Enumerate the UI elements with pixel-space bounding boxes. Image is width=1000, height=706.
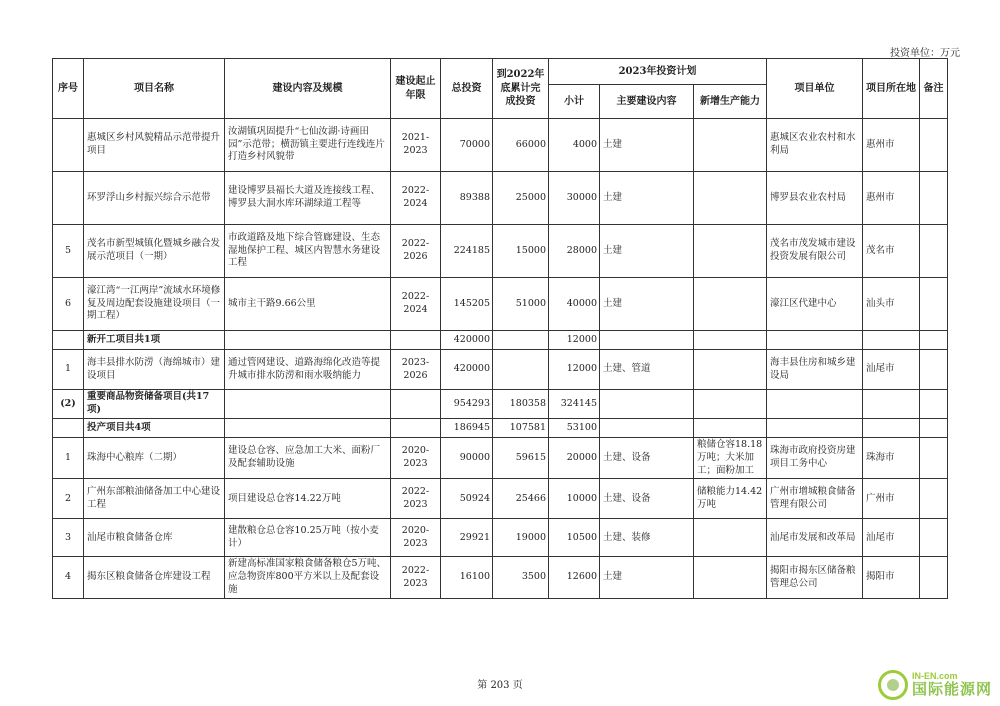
cell-done: 66000 — [493, 119, 549, 172]
table-subtotal-row — [53, 390, 948, 419]
cell-main-content: 土建 — [600, 172, 694, 225]
cell-seq: (2) — [53, 390, 84, 419]
cell-period: 2022-2024 — [391, 172, 441, 225]
header-period: 建设起止年限 — [391, 59, 441, 119]
cell-subtotal: 30000 — [549, 172, 600, 225]
cell-period — [391, 390, 441, 419]
cell-location — [863, 390, 920, 419]
table-subtotal-row — [53, 419, 948, 438]
cell-done: 25000 — [493, 172, 549, 225]
logo-icon — [878, 670, 908, 700]
cell-location: 惠州市 — [863, 119, 920, 172]
table-row — [53, 557, 948, 598]
cell-done: 107581 — [493, 419, 549, 438]
cell-main-content: 土建、装修 — [600, 519, 694, 557]
cell-done — [493, 350, 549, 390]
cell-seq: 1 — [53, 350, 84, 390]
cell-content: 通过管网建设、道路海绵化改造等提升城市排水防涝和雨水吸纳能力 — [225, 350, 391, 390]
cell-content: 建设博罗县福长大道及连接线工程、博罗县大洞水库环湖绿道工程等 — [225, 172, 391, 225]
cell-capacity: 储粮能力14.42万吨 — [694, 479, 767, 519]
cell-capacity — [694, 119, 767, 172]
cell-unit: 海丰县住房和城乡建设局 — [767, 350, 863, 390]
cell-unit: 广州市增城粮食储备管理有限公司 — [767, 479, 863, 519]
cell-done: 59615 — [493, 438, 549, 479]
cell-total: 186945 — [441, 419, 493, 438]
header-remark: 备注 — [920, 59, 948, 119]
cell-main-content: 土建 — [600, 119, 694, 172]
cell-capacity: 粮储仓容18.18万吨；大米加工；面粉加工 — [694, 438, 767, 479]
table-row — [53, 479, 948, 519]
cell-main-content: 土建、设备 — [600, 479, 694, 519]
header-name: 项目名称 — [84, 59, 225, 119]
cell-period — [391, 419, 441, 438]
cell-name: 珠海中心粮库（二期） — [84, 438, 225, 479]
cell-total: 89388 — [441, 172, 493, 225]
cell-capacity — [694, 350, 767, 390]
cell-seq: 3 — [53, 519, 84, 557]
cell-location: 汕头市 — [863, 278, 920, 331]
cell-name: 环罗浮山乡村振兴综合示范带 — [84, 172, 225, 225]
cell-name: 濠江湾“一江两岸”流域水环境修复及周边配套设施建设项目（一期工程） — [84, 278, 225, 331]
cell-done: 51000 — [493, 278, 549, 331]
cell-period: 2020-2023 — [391, 519, 441, 557]
header-content: 建设内容及规模 — [225, 59, 391, 119]
cell-unit: 濠江区代建中心 — [767, 278, 863, 331]
cell-seq: 4 — [53, 557, 84, 598]
cell-capacity — [694, 172, 767, 225]
cell-done: 19000 — [493, 519, 549, 557]
cell-unit — [767, 419, 863, 438]
cell-total: 420000 — [441, 350, 493, 390]
cell-content: 建设总仓容、应急加工大米、面粉厂及配套辅助设施 — [225, 438, 391, 479]
cell-main-content — [600, 419, 694, 438]
cell-remark — [920, 519, 948, 557]
cell-name: 广州东部粮油储备加工中心建设工程 — [84, 479, 225, 519]
header-subtotal: 小计 — [549, 85, 600, 119]
cell-location: 茂名市 — [863, 225, 920, 278]
cell-name: 揭东区粮食储备仓库建设工程 — [84, 557, 225, 598]
cell-content: 城市主干路9.66公里 — [225, 278, 391, 331]
cell-unit: 珠海市政府投资房建项目工务中心 — [767, 438, 863, 479]
cell-subtotal: 40000 — [549, 278, 600, 331]
cell-seq: 1 — [53, 438, 84, 479]
cell-capacity — [694, 225, 767, 278]
cell-remark — [920, 225, 948, 278]
cell-total: 70000 — [441, 119, 493, 172]
cell-remark — [920, 278, 948, 331]
cell-location: 汕尾市 — [863, 519, 920, 557]
table-row — [53, 278, 948, 331]
cell-capacity — [694, 419, 767, 438]
cell-total: 50924 — [441, 479, 493, 519]
cell-main-content: 土建、设备 — [600, 438, 694, 479]
cell-period: 2022-2023 — [391, 557, 441, 598]
cell-total: 224185 — [441, 225, 493, 278]
cell-subtotal: 324145 — [549, 390, 600, 419]
cell-subtotal: 12600 — [549, 557, 600, 598]
cell-name: 新开工项目共1项 — [84, 331, 225, 350]
cell-period: 2022-2024 — [391, 278, 441, 331]
header-seq: 序号 — [53, 59, 84, 119]
cell-name: 茂名市新型城镇化暨城乡融合发展示范项目（一期） — [84, 225, 225, 278]
cell-main-content: 土建、管道 — [600, 350, 694, 390]
cell-content — [225, 390, 391, 419]
cell-remark — [920, 438, 948, 479]
cell-total: 29921 — [441, 519, 493, 557]
table-row — [53, 172, 948, 225]
cell-total: 954293 — [441, 390, 493, 419]
cell-capacity — [694, 557, 767, 598]
cell-content: 市政道路及地下综合管廊建设、生态湿地保护工程、城区内智慧水务建设工程 — [225, 225, 391, 278]
cell-period — [391, 331, 441, 350]
unit-label: 投资单位：万元 — [890, 48, 960, 59]
header-main-content: 主要建设内容 — [600, 85, 694, 119]
cell-subtotal: 53100 — [549, 419, 600, 438]
cell-main-content: 土建 — [600, 278, 694, 331]
cell-seq — [53, 172, 84, 225]
table-row — [53, 350, 948, 390]
cell-total: 145205 — [441, 278, 493, 331]
cell-location: 广州市 — [863, 479, 920, 519]
cell-remark — [920, 557, 948, 598]
cell-subtotal: 10000 — [549, 479, 600, 519]
cell-unit: 茂名市茂发城市建设投资发展有限公司 — [767, 225, 863, 278]
cell-remark — [920, 419, 948, 438]
cell-subtotal: 10500 — [549, 519, 600, 557]
cell-done: 15000 — [493, 225, 549, 278]
cell-period: 2022-2023 — [391, 479, 441, 519]
cell-content: 建散粮仓总仓容10.25万吨（按小麦计） — [225, 519, 391, 557]
table-row — [53, 225, 948, 278]
cell-seq: 6 — [53, 278, 84, 331]
cell-location: 揭阳市 — [863, 557, 920, 598]
cell-unit: 博罗县农业农村局 — [767, 172, 863, 225]
cell-location: 惠州市 — [863, 172, 920, 225]
cell-done: 180358 — [493, 390, 549, 419]
table-row — [53, 438, 948, 479]
header-plan-group: 2023年投资计划 — [549, 59, 767, 85]
cell-remark — [920, 172, 948, 225]
cell-subtotal: 28000 — [549, 225, 600, 278]
cell-main-content: 土建 — [600, 557, 694, 598]
cell-content: 项目建设总仓容14.22万吨 — [225, 479, 391, 519]
cell-content: 汝湖镇巩固提升“七仙汝湖·诗画田园”示范带；横沥镇主要进行连线连片打造乡村风貌带 — [225, 119, 391, 172]
cell-total: 16100 — [441, 557, 493, 598]
cell-total: 420000 — [441, 331, 493, 350]
cell-location: 汕尾市 — [863, 350, 920, 390]
cell-seq — [53, 419, 84, 438]
cell-location — [863, 419, 920, 438]
cell-unit — [767, 390, 863, 419]
cell-remark — [920, 390, 948, 419]
cell-main-content — [600, 390, 694, 419]
cell-capacity — [694, 519, 767, 557]
cell-unit — [767, 331, 863, 350]
cell-done — [493, 331, 549, 350]
cell-location — [863, 331, 920, 350]
cell-subtotal: 12000 — [549, 331, 600, 350]
cell-total: 90000 — [441, 438, 493, 479]
table-subtotal-row — [53, 331, 948, 350]
cell-main-content — [600, 331, 694, 350]
cell-name: 海丰县排水防涝（海绵城市）建设项目 — [84, 350, 225, 390]
cell-capacity — [694, 278, 767, 331]
cell-remark — [920, 479, 948, 519]
watermark-en: IN-EN.com — [911, 671, 958, 682]
cell-unit: 惠城区农业农村和水利局 — [767, 119, 863, 172]
cell-period: 2022-2026 — [391, 225, 441, 278]
cell-content — [225, 331, 391, 350]
cell-name: 汕尾市粮食储备仓库 — [84, 519, 225, 557]
investment-table — [52, 58, 948, 599]
cell-seq — [53, 331, 84, 350]
cell-remark — [920, 119, 948, 172]
cell-main-content: 土建 — [600, 225, 694, 278]
cell-capacity — [694, 390, 767, 419]
cell-content: 新建高标准国家粮食储备粮仓5万吨、应急物资库800平方米以上及配套设施 — [225, 557, 391, 598]
cell-subtotal: 4000 — [549, 119, 600, 172]
cell-location: 珠海市 — [863, 438, 920, 479]
watermark-cn: 国际能源网 — [911, 679, 992, 698]
cell-seq: 5 — [53, 225, 84, 278]
cell-name: 投产项目共4项 — [84, 419, 225, 438]
watermark-logo — [878, 670, 992, 700]
cell-seq — [53, 119, 84, 172]
cell-remark — [920, 331, 948, 350]
cell-unit: 汕尾市发展和改革局 — [767, 519, 863, 557]
cell-capacity — [694, 331, 767, 350]
cell-remark — [920, 350, 948, 390]
table-row — [53, 519, 948, 557]
page-number: 第 203 页 — [477, 680, 523, 691]
header-done: 到2022年底累计完成投资 — [493, 59, 549, 119]
header-unit: 项目单位 — [767, 59, 863, 119]
cell-unit: 揭阳市揭东区储备粮管理总公司 — [767, 557, 863, 598]
cell-name: 惠城区乡村风貌精品示范带提升项目 — [84, 119, 225, 172]
header-total: 总投资 — [441, 59, 493, 119]
cell-period: 2021-2023 — [391, 119, 441, 172]
cell-done: 25466 — [493, 479, 549, 519]
cell-name: 重要商品物资储备项目(共17项) — [84, 390, 225, 419]
header-location: 项目所在地 — [863, 59, 920, 119]
cell-subtotal: 20000 — [549, 438, 600, 479]
cell-subtotal: 12000 — [549, 350, 600, 390]
cell-period: 2023-2026 — [391, 350, 441, 390]
table-row — [53, 119, 948, 172]
cell-content — [225, 419, 391, 438]
cell-period: 2020-2023 — [391, 438, 441, 479]
cell-seq: 2 — [53, 479, 84, 519]
cell-done: 3500 — [493, 557, 549, 598]
header-capacity: 新增生产能力 — [694, 85, 767, 119]
